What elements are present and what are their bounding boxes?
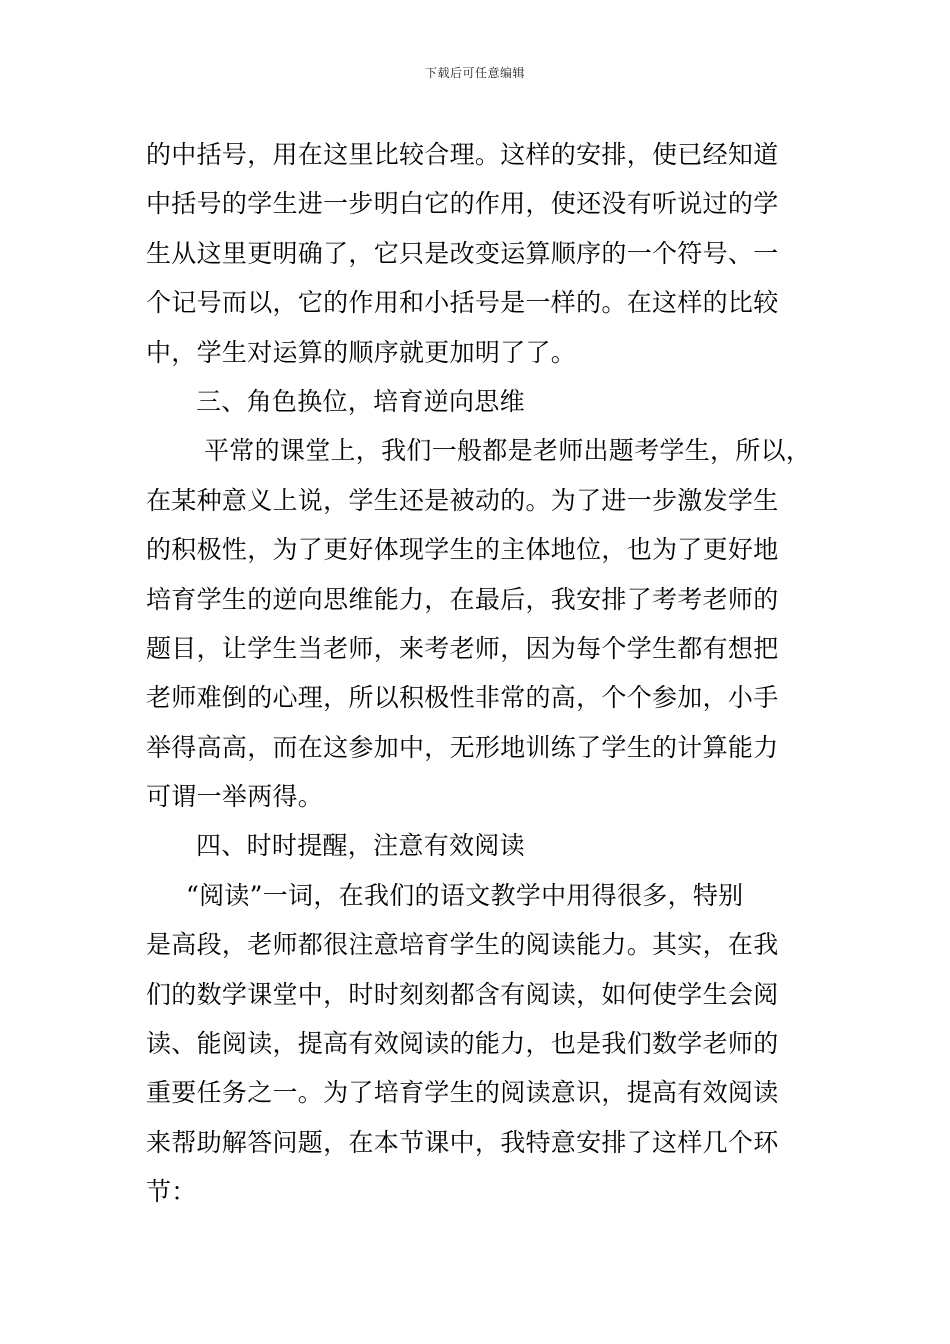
text-line: 题目，让学生当老师，来考老师，因为每个学生都有想把	[146, 633, 779, 663]
text-line: 中，学生对运算的顺序就更加明了了。	[146, 337, 577, 367]
text-line: 可谓一举两得。	[146, 782, 324, 812]
text-line: 举得高高，而在这参加中，无形地训练了学生的计算能力	[146, 732, 779, 762]
page-header: 下载后可任意编辑	[424, 66, 525, 80]
paragraph-start: “阅读”一词，在我们的语文教学中用得很多，特别	[186, 880, 744, 910]
document-body	[146, 130, 822, 1217]
text-line: 节：	[146, 1177, 197, 1207]
text-line: 的中括号，用在这里比较合理。这样的安排，使已经知道	[146, 140, 779, 169]
text-line: 的积极性，为了更好体现学生的主体地位，也为了更好地	[146, 535, 779, 565]
text-line: 来帮助解答问题，在本节课中，我特意安排了这样几个环	[146, 1127, 779, 1157]
section-heading-4: 四、时时提醒，注意有效阅读	[196, 831, 525, 861]
text-line: 在某种意义上说，学生还是被动的。为了进一步激发学生	[146, 485, 779, 515]
text-line: 们的数学课堂中，时时刻刻都含有阅读，如何使学生会阅	[146, 979, 779, 1009]
text-line: 培育学生的逆向思维能力，在最后，我安排了考考老师的	[146, 584, 779, 614]
paragraph-start: 平常的课堂上，我们一般都是老师出题考学生，所以，	[204, 436, 812, 466]
text-line: 中括号的学生进一步明白它的作用，使还没有听说过的学	[146, 189, 779, 219]
text-line: 个记号而以，它的作用和小括号是一样的。在这样的比较	[146, 288, 779, 318]
text-line: 老师难倒的心理，所以积极性非常的高，个个参加，小手	[146, 683, 779, 713]
text-line: 是高段，老师都很注意培育学生的阅读能力。其实，在我	[146, 930, 779, 960]
text-line: 重要任务之一。为了培育学生的阅读意识，提高有效阅读	[146, 1078, 779, 1108]
text-line: 读、能阅读，提高有效阅读的能力，也是我们数学老师的	[146, 1029, 779, 1059]
section-heading-3: 三、角色换位，培育逆向思维	[196, 386, 525, 416]
text-line: 生从这里更明确了，它只是改变运算顺序的一个符号、一	[146, 238, 779, 268]
